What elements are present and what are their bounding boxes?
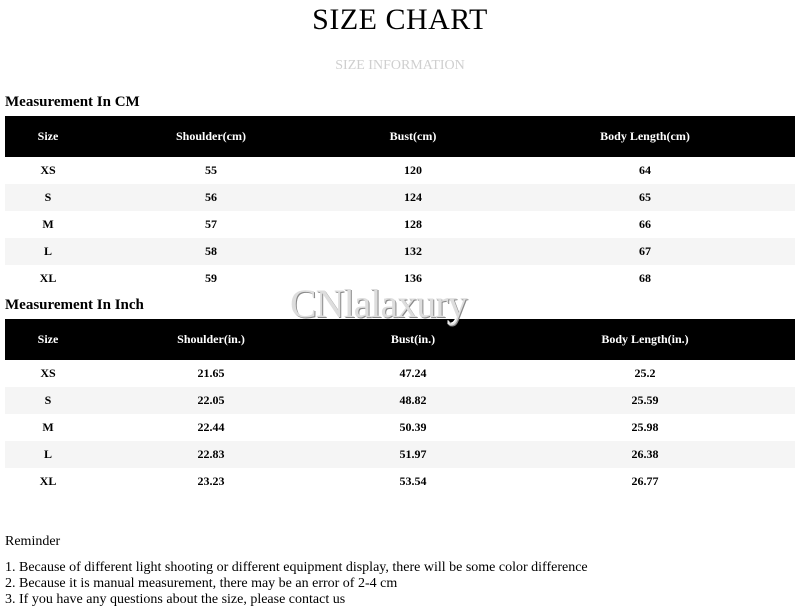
table-row [5,238,795,265]
column-header-bust: Bust(in.) [331,319,495,360]
shoulder-cell: 22.83 [91,441,331,468]
column-header-shoulder: Shoulder(cm) [91,116,331,157]
reminder-list [5,560,588,608]
body-length-cell: 25.98 [631,420,659,434]
bust-cell: 47.24 [399,366,427,380]
reminder-line: 3. If you have any questions about the size, please contact us [5,592,346,607]
bust-cell: 50.39 [399,420,427,434]
shoulder-cell: 23.23 [197,474,225,488]
size-cell: XL [39,474,57,488]
size-cell: M [42,420,54,434]
table-header-row [5,319,795,360]
bust-cell: 136 [404,271,422,285]
body-length-cell: 25.2 [634,366,656,380]
size-cell: L [5,441,91,468]
bust-cell: 51.97 [331,441,495,468]
table-row [5,211,795,238]
bust-cell: 124 [331,184,495,211]
reminder-title: Reminder [5,534,61,549]
bust-cell: 128 [404,217,422,231]
page-title: SIZE CHART [312,3,488,36]
column-header-shoulder: Shoulder(in.) [91,319,331,360]
table-header-row [5,116,795,157]
body-length-cell: 26.77 [631,474,659,488]
size-cell: S [5,184,91,211]
column-header-bust: Bust(cm) [331,116,495,157]
brand-watermark: CNlalaxury [290,281,467,326]
reminder-line: 1. Because of different light shooting or different equipment display, there will be some color difference [5,560,588,575]
size-cell: L [5,238,91,265]
cm-section-heading: Measurement In CM [5,94,140,110]
table-row [5,184,795,211]
size-cell: XS [40,366,56,380]
shoulder-cell: 59 [205,271,217,285]
shoulder-cell: 22.44 [197,420,225,434]
bust-cell: 53.54 [399,474,427,488]
table-row [5,441,795,468]
inch-section-heading: Measurement In Inch [5,297,144,313]
column-header-body-length: Body Length(in.) [495,319,795,360]
body-length-cell: 66 [639,217,651,231]
size-cell: S [5,387,91,414]
bust-cell: 120 [404,163,422,177]
body-length-cell: 26.38 [495,441,795,468]
shoulder-cell: 56 [91,184,331,211]
table-row [5,468,795,495]
shoulder-cell: 21.65 [197,366,225,380]
shoulder-cell: 22.05 [91,387,331,414]
reminder-line: 2. Because it is manual measurement, there may be an error of 2-4 cm [5,576,398,591]
column-header-body-length: Body Length(cm) [495,116,795,157]
table-row [5,360,795,387]
column-header-size: Size [5,319,91,360]
body-length-cell: 68 [639,271,651,285]
size-cell: XS [40,163,56,177]
body-length-cell: 65 [495,184,795,211]
size-cell: XL [39,271,57,285]
column-header-size: Size [5,116,91,157]
bust-cell: 132 [331,238,495,265]
body-length-cell: 25.59 [495,387,795,414]
shoulder-cell: 57 [205,217,217,231]
body-length-cell: 64 [639,163,651,177]
cm-size-table [5,116,795,292]
shoulder-cell: 55 [205,163,217,177]
bust-cell: 48.82 [331,387,495,414]
table-row [5,414,795,441]
inch-size-table [5,319,795,495]
table-row [5,265,795,292]
shoulder-cell: 58 [91,238,331,265]
table-row [5,387,795,414]
table-row [5,157,795,184]
page-subtitle: SIZE INFORMATION [335,58,465,73]
size-cell: M [42,217,54,231]
body-length-cell: 67 [495,238,795,265]
